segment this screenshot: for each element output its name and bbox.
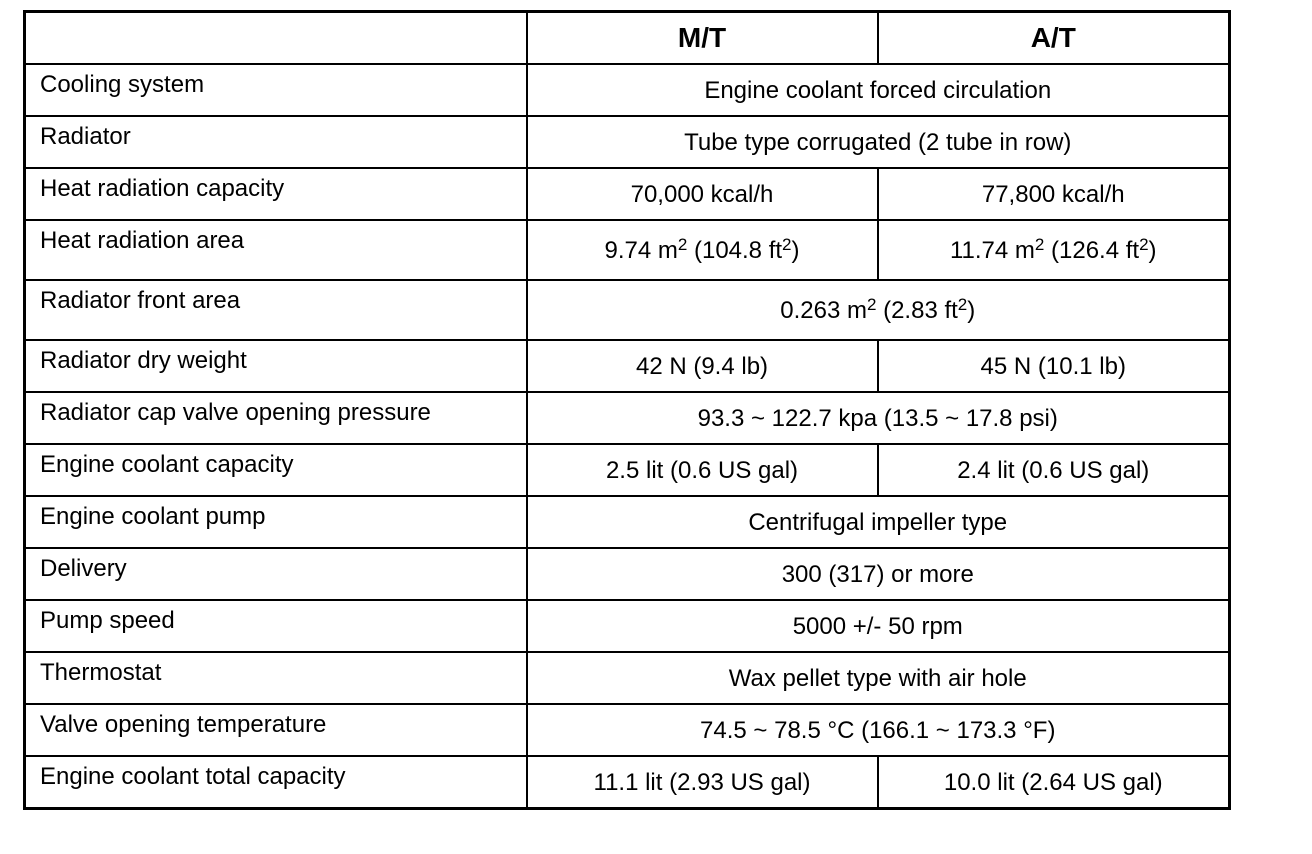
row-value-at: 10.0 lit (2.64 US gal) — [878, 756, 1230, 809]
row-value-mt: 70,000 kcal/h — [527, 168, 878, 220]
row-label: Heat radiation area — [25, 220, 527, 280]
row-value: 5000 +/- 50 rpm — [527, 600, 1230, 652]
table-row — [25, 548, 1230, 600]
table-row — [25, 704, 1230, 756]
row-label: Thermostat — [25, 652, 527, 704]
row-label: Valve opening temperature — [25, 704, 527, 756]
row-value: 0.263 $m^2$ (2.83 $ft^2$) — [527, 280, 1230, 340]
row-value-mt: 42 N (9.4 lb) — [527, 340, 878, 392]
row-label: Delivery — [25, 548, 527, 600]
row-label: Radiator front area — [25, 280, 527, 340]
row-label: Radiator — [25, 116, 527, 168]
row-label: Radiator cap valve opening pressure — [25, 392, 527, 444]
row-value: Engine coolant forced circulation — [527, 64, 1230, 116]
row-value: Tube type corrugated (2 tube in row) — [527, 116, 1230, 168]
table-row — [25, 64, 1230, 116]
table-row — [25, 280, 1230, 340]
table-row — [25, 340, 1230, 392]
row-value-at: 11.74 $m^2$ (126.4 $ft^2$) — [878, 220, 1230, 280]
table-row — [25, 220, 1230, 280]
table-row — [25, 392, 1230, 444]
row-label: Pump speed — [25, 600, 527, 652]
row-label: Cooling system — [25, 64, 527, 116]
table-row — [25, 444, 1230, 496]
row-label: Radiator dry weight — [25, 340, 527, 392]
table-row — [25, 116, 1230, 168]
row-label: Engine coolant total capacity — [25, 756, 527, 809]
row-value-at: 77,800 kcal/h — [878, 168, 1230, 220]
row-label: Engine coolant pump — [25, 496, 527, 548]
row-value-mt: 11.1 lit (2.93 US gal) — [527, 756, 878, 809]
table-row — [25, 168, 1230, 220]
row-label: Heat radiation capacity — [25, 168, 527, 220]
row-value-at: 2.4 lit (0.6 US gal) — [878, 444, 1230, 496]
table-header-row — [25, 12, 1230, 65]
header-blank-cell — [25, 12, 527, 65]
table-row — [25, 652, 1230, 704]
table-row — [25, 756, 1230, 809]
row-value: Centrifugal impeller type — [527, 496, 1230, 548]
table-row — [25, 496, 1230, 548]
row-value-mt: 2.5 lit (0.6 US gal) — [527, 444, 878, 496]
table-row — [25, 600, 1230, 652]
row-value: 93.3 ~ 122.7 kpa (13.5 ~ 17.8 psi) — [527, 392, 1230, 444]
row-value: Wax pellet type with air hole — [527, 652, 1230, 704]
row-value-at: 45 N (10.1 lb) — [878, 340, 1230, 392]
header-at: A/T — [878, 12, 1230, 65]
row-value: 74.5 ~ 78.5 °C (166.1 ~ 173.3 °F) — [527, 704, 1230, 756]
row-label: Engine coolant capacity — [25, 444, 527, 496]
row-value-mt: 9.74 $m^2$ (104.8 $ft^2$) — [527, 220, 878, 280]
cooling-spec-table — [23, 10, 1231, 810]
header-mt: M/T — [527, 12, 878, 65]
row-value: 300 (317) or more — [527, 548, 1230, 600]
